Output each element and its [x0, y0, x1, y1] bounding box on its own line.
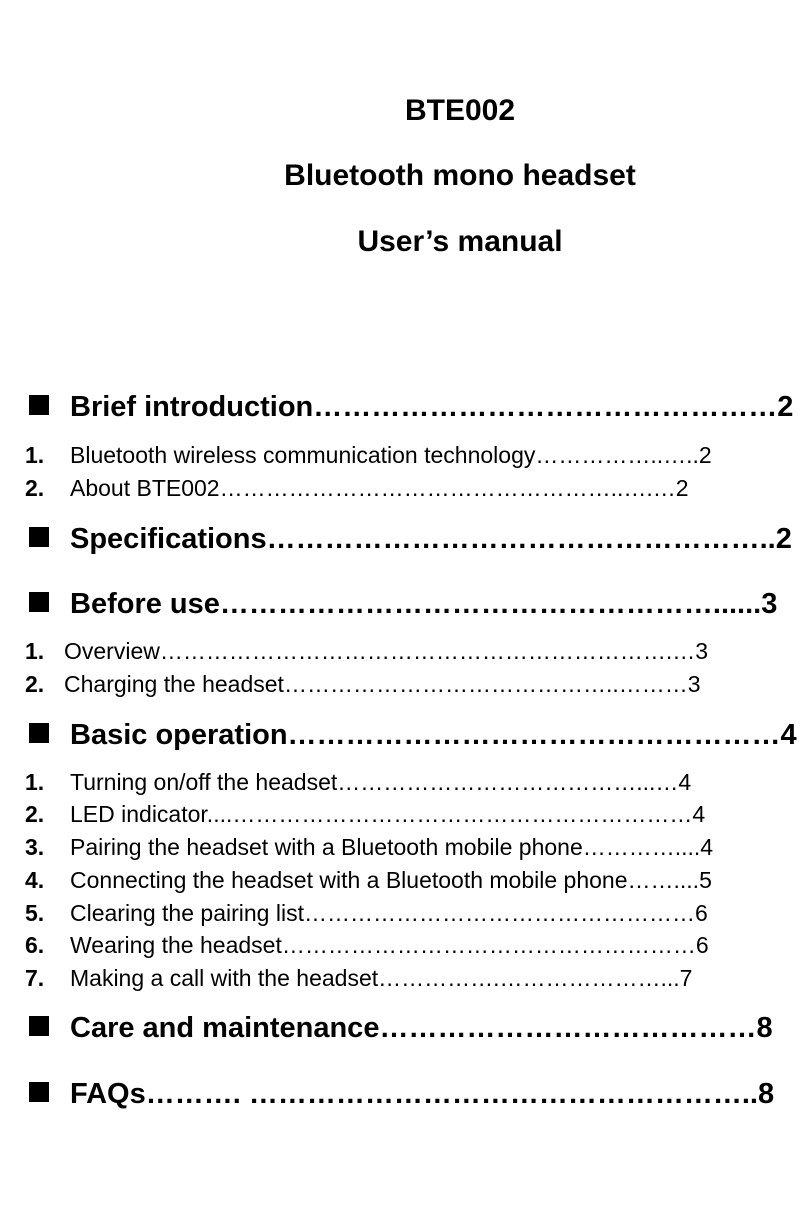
toc-section-specifications[interactable]: Specifications……………………………………………..2 [70, 523, 792, 555]
toc-item-charging-headset[interactable]: Charging the headset……………………………………..………3 [64, 671, 701, 697]
toc-item-overview[interactable]: Overview………………………………………………………….…3 [64, 638, 709, 664]
square-bullet-icon [29, 592, 49, 612]
product-subtitle: Bluetooth mono headset [284, 159, 636, 192]
toc-item-pairing-headset[interactable]: Pairing the headset with a Bluetooth mobile phone…………....4 [70, 834, 714, 860]
square-bullet-icon [29, 395, 49, 415]
toc-section-brief-introduction[interactable]: Brief introduction…………………………………………2 [70, 391, 794, 423]
toc-item-turning-on-off[interactable]: Turning on/off the headset…………………………………...…4 [70, 769, 692, 795]
toc-item-number: 2. [25, 801, 45, 827]
toc-item-about-bte002[interactable]: About BTE002……………………………………………..….…2 [70, 475, 689, 501]
toc-item-number: 7. [25, 965, 45, 991]
square-bullet-icon [29, 1082, 49, 1102]
toc-item-number: 4. [25, 867, 45, 893]
toc-item-making-call[interactable]: Making a call with the headset…………….…………………...7 [70, 965, 693, 991]
toc-item-number: 6. [25, 932, 45, 958]
toc-section-care-maintenance[interactable]: Care and maintenance…………………………………8 [70, 1012, 773, 1044]
toc-item-number: 1. [25, 638, 45, 664]
product-title: BTE002 [404, 94, 516, 127]
toc-item-number: 3. [25, 834, 45, 860]
toc-item-wearing-headset[interactable]: Wearing the headset………………………………………………6 [70, 932, 709, 958]
document-type-title: User’s manual [357, 225, 563, 258]
toc-item-number: 1. [25, 442, 45, 468]
toc-item-clearing-pairing-list[interactable]: Clearing the pairing list……………………………………………6 [70, 900, 708, 926]
toc-section-basic-operation[interactable]: Basic operation……………………………………………4 [70, 719, 797, 751]
toc-item-number: 2. [25, 671, 45, 697]
toc-section-before-use[interactable]: Before use……………………………………………......3 [70, 588, 778, 620]
toc-item-led-indicator[interactable]: LED indicator....……………………………………………………4 [70, 801, 706, 827]
toc-item-number: 2. [25, 475, 45, 501]
toc-item-number: 1. [25, 769, 45, 795]
toc-item-connecting-headset[interactable]: Connecting the headset with a Bluetooth mobile phone……....5 [70, 867, 712, 893]
square-bullet-icon [29, 1016, 49, 1036]
square-bullet-icon [29, 723, 49, 743]
toc-item-bluetooth-technology[interactable]: Bluetooth wireless communication technology……………..…..2 [70, 442, 712, 468]
square-bullet-icon [29, 527, 49, 547]
toc-item-number: 5. [25, 900, 45, 926]
toc-section-faqs[interactable]: FAQs………. ……………………………………………..8 [70, 1078, 775, 1110]
